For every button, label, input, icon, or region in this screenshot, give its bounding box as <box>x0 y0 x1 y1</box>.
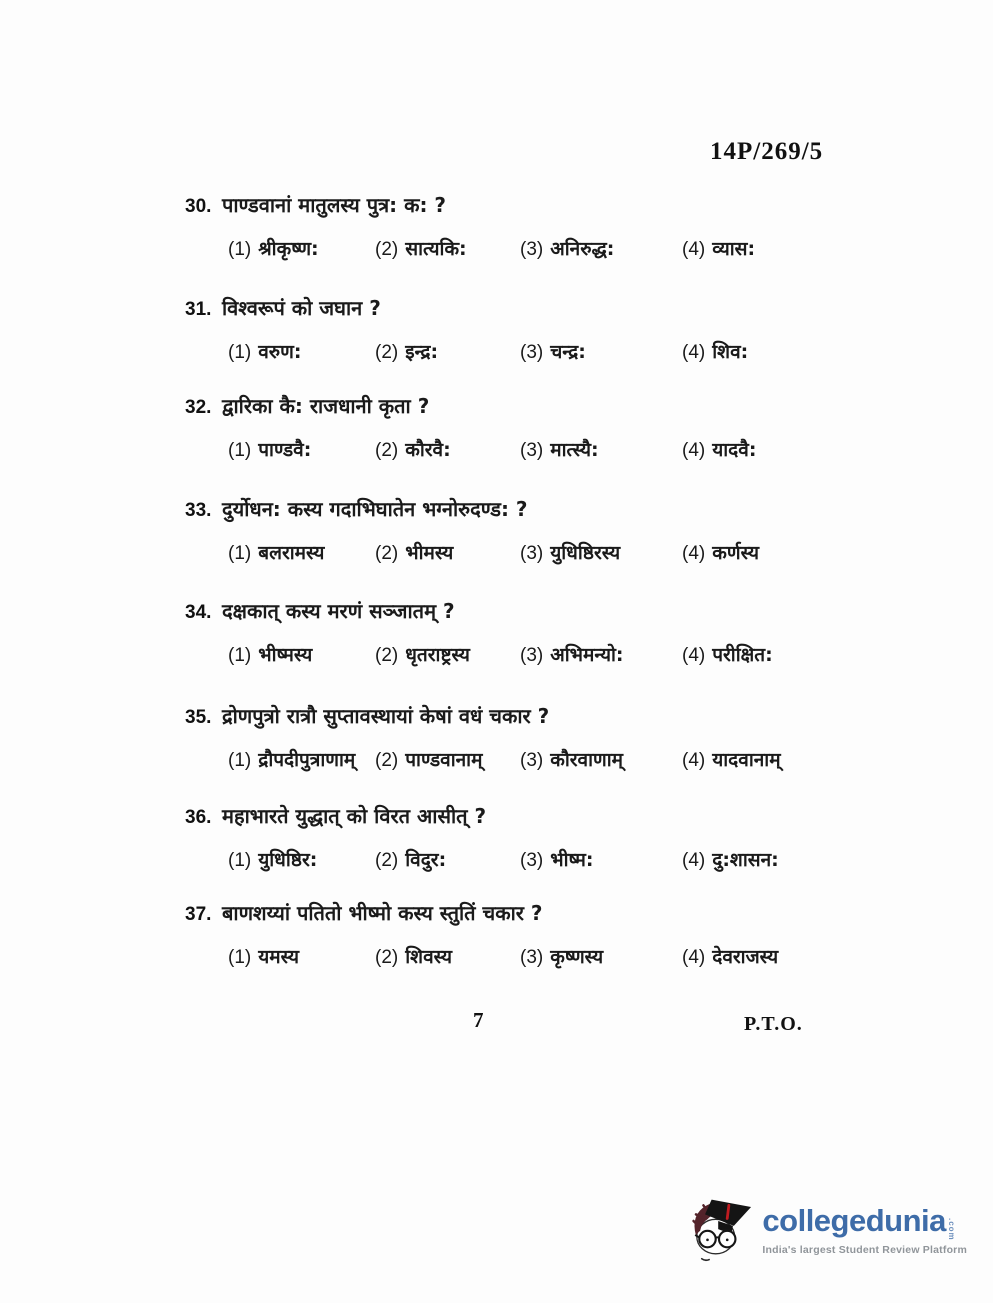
option-4: (4) यादवानाम् <box>682 749 781 771</box>
option-2: (2) सात्यकि: <box>375 238 467 260</box>
question-33 <box>185 494 885 568</box>
pto-label: P.T.O. <box>744 1013 803 1035</box>
question-number: 37. <box>185 904 212 925</box>
option-1: (1) वरुण: <box>228 341 302 363</box>
question-number: 34. <box>185 602 212 623</box>
option-1: (1) बलरामस्य <box>228 542 325 564</box>
option-4: (4) शिव: <box>682 341 749 363</box>
options-row <box>228 235 885 264</box>
question-32 <box>185 391 885 465</box>
option-4: (4) दु:शासन: <box>682 849 779 871</box>
options-row <box>228 846 885 875</box>
options-row <box>228 641 885 670</box>
option-2: (2) शिवस्य <box>375 946 453 968</box>
option-1: (1) पाण्डवै: <box>228 439 312 461</box>
question-text: दुर्योधन: कस्य गदाभिघातेन भग्नोरुदण्ड: ? <box>222 497 528 521</box>
option-2: (2) भीमस्य <box>375 542 454 564</box>
options-row <box>228 943 885 972</box>
brand-tld: .com <box>946 1217 956 1241</box>
question-30 <box>185 190 885 264</box>
option-1: (1) यमस्य <box>228 946 300 968</box>
option-3: (3) कृष्णस्य <box>520 946 604 968</box>
option-3: (3) अभिमन्यो: <box>520 644 624 666</box>
question-number: 33. <box>185 500 212 521</box>
collegedunia-mascot-icon <box>682 1190 756 1270</box>
options-row <box>228 338 885 367</box>
question-text: द्रोणपुत्रो रात्रौ सुप्तावस्थायां केषां वधं चकार ? <box>222 704 550 728</box>
option-4: (4) कर्णस्य <box>682 542 759 564</box>
option-1: (1) द्रौपदीपुत्राणाम् <box>228 749 356 771</box>
question-number: 31. <box>185 299 212 320</box>
option-1: (1) भीष्मस्य <box>228 644 313 666</box>
question-36 <box>185 801 885 875</box>
paper-code: 14P/269/5 <box>710 138 824 165</box>
question-37 <box>185 898 885 972</box>
brand-name: collegedunia <box>762 1202 946 1238</box>
option-3: (3) मात्स्यै: <box>520 439 599 461</box>
option-2: (2) पाण्डवानाम् <box>375 749 483 771</box>
brand-tagline: India's largest Student Review Platform <box>762 1244 967 1257</box>
option-2: (2) धृतराष्ट्रस्य <box>375 644 470 666</box>
page-number: 7 <box>473 1008 484 1032</box>
collegedunia-logo <box>682 1190 967 1270</box>
option-3: (3) चन्द्र: <box>520 341 586 363</box>
option-1: (1) युधिष्ठिर: <box>228 849 318 871</box>
question-number: 36. <box>185 807 212 828</box>
option-2: (2) इन्द्र: <box>375 341 439 363</box>
question-number: 35. <box>185 707 212 728</box>
question-number: 30. <box>185 196 212 217</box>
question-text: बाणशय्यां पतितो भीष्मो कस्य स्तुतिं चकार ? <box>222 901 543 925</box>
option-3: (3) युधिष्ठिरस्य <box>520 542 621 564</box>
option-3: (3) भीष्म: <box>520 849 594 871</box>
option-4: (4) देवराजस्य <box>682 946 779 968</box>
option-3: (3) अनिरुद्ध: <box>520 238 615 260</box>
question-31 <box>185 293 885 367</box>
option-4: (4) परीक्षित: <box>682 644 773 666</box>
question-text: दक्षकात् कस्य मरणं सञ्जातम् ? <box>222 599 455 623</box>
option-4: (4) यादवै: <box>682 439 757 461</box>
question-text: द्वारिका कै: राजधानी कृता ? <box>222 394 430 418</box>
options-row <box>228 746 885 775</box>
question-number: 32. <box>185 397 212 418</box>
question-35 <box>185 701 885 775</box>
option-2: (2) विदुर: <box>375 849 447 871</box>
options-row <box>228 539 885 568</box>
question-text: विश्वरूपं को जघान ? <box>222 296 381 320</box>
option-4: (4) व्यास: <box>682 238 756 260</box>
option-2: (2) कौरवै: <box>375 439 451 461</box>
question-text: महाभारते युद्धात् को विरत आसीत् ? <box>222 804 487 828</box>
option-3: (3) कौरवाणाम् <box>520 749 624 771</box>
option-1: (1) श्रीकृष्ण: <box>228 238 319 260</box>
options-row <box>228 436 885 465</box>
question-text: पाण्डवानां मातुलस्य पुत्र: क: ? <box>222 193 447 217</box>
question-34 <box>185 596 885 670</box>
